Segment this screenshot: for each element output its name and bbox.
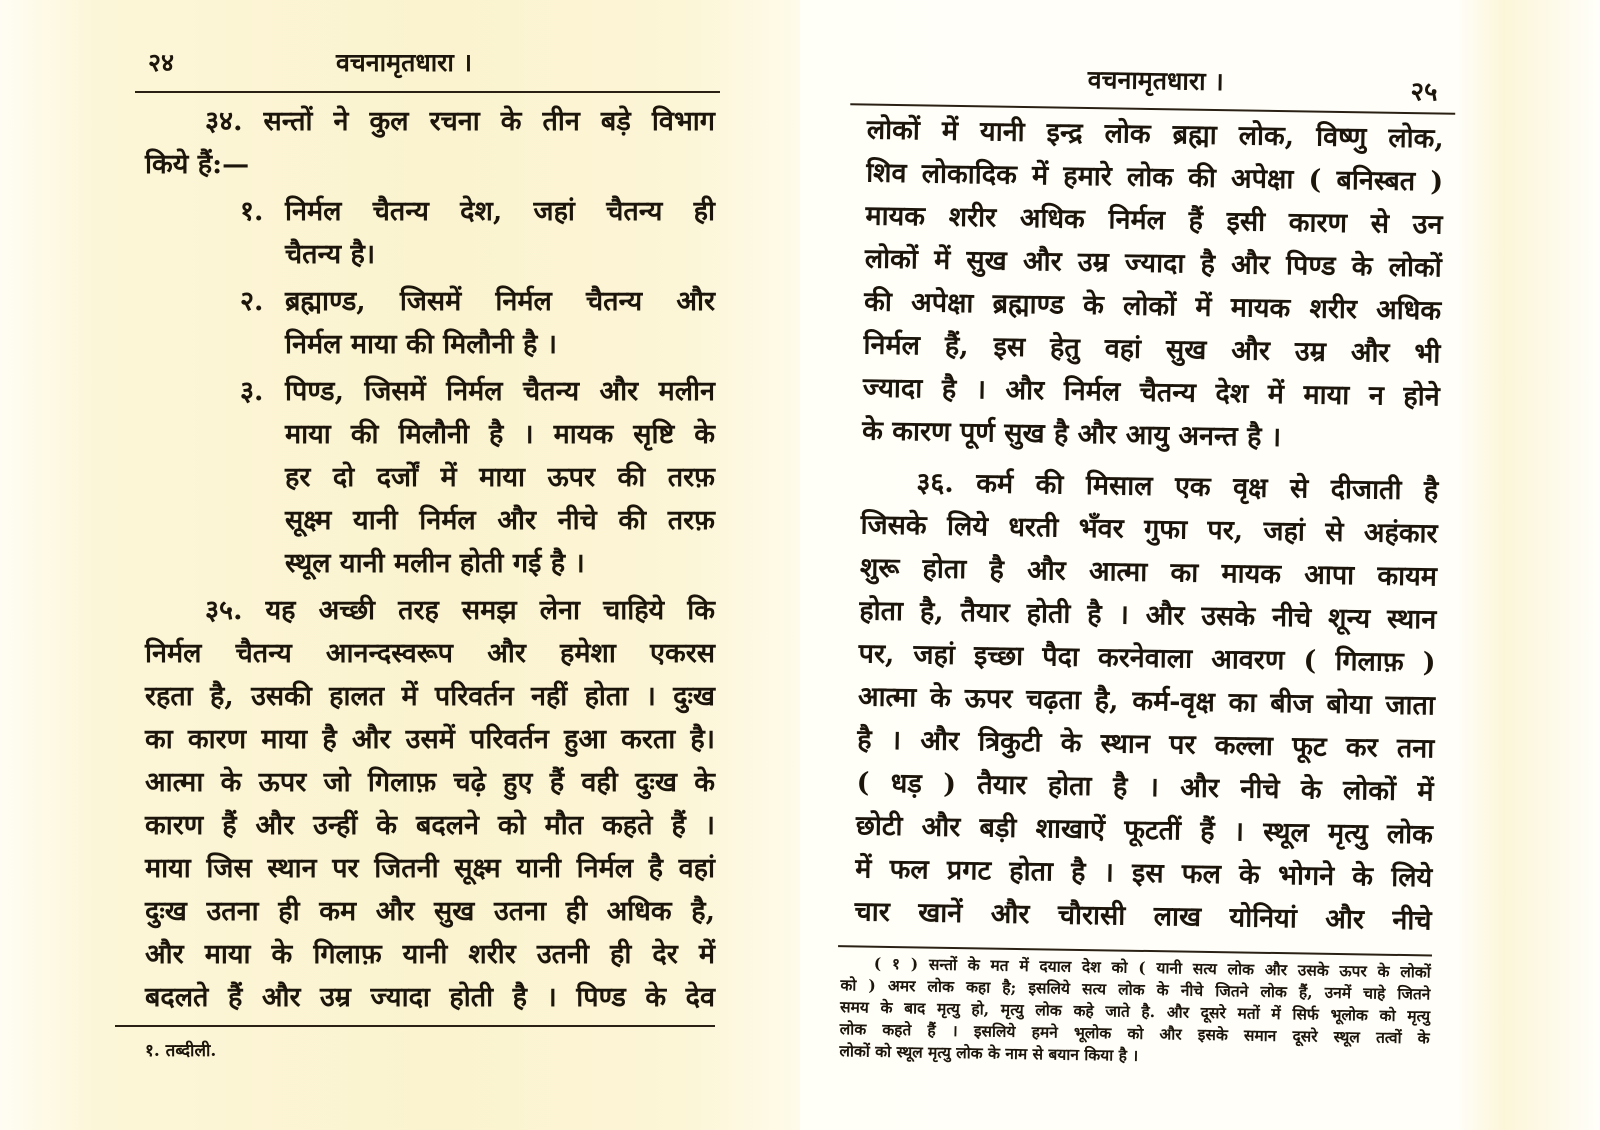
para36-line-6: आत्मा के ऊपर चढ़ता है, कर्म-वृक्ष का बीज बोया जाता xyxy=(857,681,1436,722)
para36-line-1: ३६. कर्म की मिसाल एक वृक्ष से दीजाती है xyxy=(916,467,1439,507)
paragraph-36 xyxy=(854,460,1438,942)
footnote-line-2: को ) अमर लोक कहा है; इसलिये सत्य लोक के नीचे जितने लोक हैं, उनमें चाहे जितने xyxy=(840,975,1431,1004)
footnote-line-5: लोकों को स्थूल मृत्यु लोक के नाम से बयान किया है । xyxy=(839,1041,1139,1065)
list-item-1-line-1: निर्मल चैतन्य देश, जहां चैतन्य ही xyxy=(285,196,715,227)
para36-line-8: ( धड़ ) तैयार होता है । और नीचे के लोकों में xyxy=(856,767,1434,808)
paragraph-35 xyxy=(145,589,715,1019)
list-item-3-number: ३. xyxy=(240,376,264,407)
left-body-text xyxy=(145,100,715,1019)
paragraph-34 xyxy=(145,100,715,186)
cont-line-1: लोकों में यानी इन्द्र लोक ब्रह्मा लोक, विष्णु लोक, xyxy=(866,114,1445,155)
para35-line-8: दुःख उतना ही कम और सुख उतना ही अधिक है, xyxy=(145,896,715,927)
list-item-3-line-4: सूक्ष्म यानी निर्मल और नीचे की तरफ़ xyxy=(285,505,715,536)
left-footnote: १. तब्दीली. xyxy=(145,1041,217,1061)
list-item-3-line-3: हर दो दर्जों में माया ऊपर की तरफ़ xyxy=(285,462,715,493)
left-running-head: वचनामृतधारा । xyxy=(336,48,473,77)
cont-line-3: मायक शरीर अधिक निर्मल हैं इसी कारण से उन xyxy=(865,200,1443,241)
left-page-number: २४ xyxy=(148,48,175,77)
para36-line-3: शुरू होता है और आत्मा का मायक आपा कायम xyxy=(859,552,1438,593)
para36-line-11: चार खानें और चौरासी लाख योनियां और नीचे xyxy=(854,896,1432,937)
cont-line-7: ज्यादा है । और निर्मल चैतन्य देश में माया न होने xyxy=(862,372,1440,413)
left-header-rule xyxy=(135,91,720,93)
list-item-2-line-1: ब्रह्माण्ड, जिसमें निर्मल चैतन्य और xyxy=(285,286,715,317)
continued-paragraph xyxy=(862,109,1444,462)
list-item-2-line-2: निर्मल माया की मिलौनी है । xyxy=(285,329,557,360)
para35-line-4: का कारण माया है और उसमें परिवर्तन हुआ करता है। xyxy=(145,724,715,755)
para36-line-9: छोटी और बड़ी शाखाऐं फूटतीं हैं । स्थूल मृत्यु लोक xyxy=(855,810,1434,851)
list-item-3-line-1: पिण्ड, जिसमें निर्मल चैतन्य और मलीन xyxy=(285,376,715,407)
para36-line-7: है । और त्रिकुटी के स्थान पर कल्ला फूट कर तना xyxy=(857,724,1435,765)
para35-line-10: बदलते हैं और उम्र ज्यादा होती है । पिण्ड के देव xyxy=(145,982,715,1013)
list-item-1-line-2: चैतन्य है। xyxy=(285,239,376,270)
para36-line-2: जिसके लिये धरती भँवर गुफा पर, जहां से अहंकार xyxy=(860,509,1438,550)
para34-line-2: किये हैं:— xyxy=(145,149,250,180)
list-item-3-line-2: माया की मिलौनी है । मायक सृष्टि के xyxy=(285,419,715,450)
list-item-1 xyxy=(145,190,715,276)
right-page-number: २५ xyxy=(1410,77,1438,108)
list-item-1-number: १. xyxy=(240,196,264,227)
footnote-line-1: ( १ ) सन्तों के मत में दयाल देश को ( यानी सत्य लोक और उसके ऊपर के लोकों xyxy=(873,953,1431,982)
cont-line-4: लोकों में सुख और उम्र ज्यादा है और पिण्ड के लोकों xyxy=(864,243,1443,284)
right-footnote xyxy=(839,952,1431,1071)
left-footnote-rule xyxy=(115,1025,715,1027)
para35-line-2: निर्मल चैतन्य आनन्दस्वरूप और हमेशा एकरस xyxy=(145,638,715,669)
cont-line-8: के कारण पूर्ण सुख है और आयु अनन्त है । xyxy=(861,415,1282,454)
right-page-content xyxy=(822,45,1478,1095)
cont-line-5: की अपेक्षा ब्रह्माण्ड के लोकों में मायक शरीर अधिक xyxy=(863,286,1442,327)
footnote-line-4: लोक कहते हैं । इसलिये हमने भूलोक को और इसके समान दूसरे स्थूल तत्वों के xyxy=(839,1019,1430,1048)
para35-line-1: ३५. यह अच्छी तरह समझ लेना चाहिये कि xyxy=(205,595,715,626)
list-item-2-number: २. xyxy=(240,286,264,317)
list-item-3-line-5: स्थूल यानी मलीन होती गई है । xyxy=(285,548,585,579)
right-body-text xyxy=(854,109,1444,943)
list-item-3 xyxy=(145,370,715,585)
para36-line-10: में फल प्रगट होता है । इस फल के भोगने के लिये xyxy=(855,853,1433,894)
para35-line-9: और माया के गिलाफ़ यानी शरीर उतनी ही देर में xyxy=(145,939,715,970)
cont-line-6: निर्मल हैं, इस हेतु वहां सुख और उम्र और भी xyxy=(863,329,1441,370)
cont-line-2: शिव लोकादिक में हमारे लोक की अपेक्षा ( बनिस्बत ) xyxy=(865,157,1444,198)
footnote-line-3: समय के बाद मृत्यु हो, मृत्यु लोक कहे जाते है. और दूसरे मतों में सिर्फ भूलोक को मृत्यु xyxy=(839,997,1431,1026)
right-running-head: वचनामृतधारा । xyxy=(1087,64,1224,97)
para35-line-7: माया जिस स्थान पर जितनी सूक्ष्म यानी निर्मल है वहां xyxy=(145,853,715,884)
para35-line-3: रहता है, उसकी हालत में परिवर्तन नहीं होता । दुःख xyxy=(145,681,715,712)
list-item-2 xyxy=(145,280,715,366)
para36-line-4: होता है, तैयार होती है । और उसके नीचे शून्य स्थान xyxy=(859,595,1437,636)
para36-line-5: पर, जहां इच्छा पैदा करनेवाला आवरण ( गिलाफ़ ) xyxy=(858,638,1436,679)
para35-line-5: आत्मा के ऊपर जो गिलाफ़ चढ़े हुए हैं वही दुःख के xyxy=(145,767,715,798)
para35-line-6: कारण हैं और उन्हीं के बदलने को मौत कहते हैं । xyxy=(145,810,715,841)
para34-line-1: ३४. सन्तों ने कुल रचना के तीन बड़े विभाग xyxy=(205,106,715,137)
